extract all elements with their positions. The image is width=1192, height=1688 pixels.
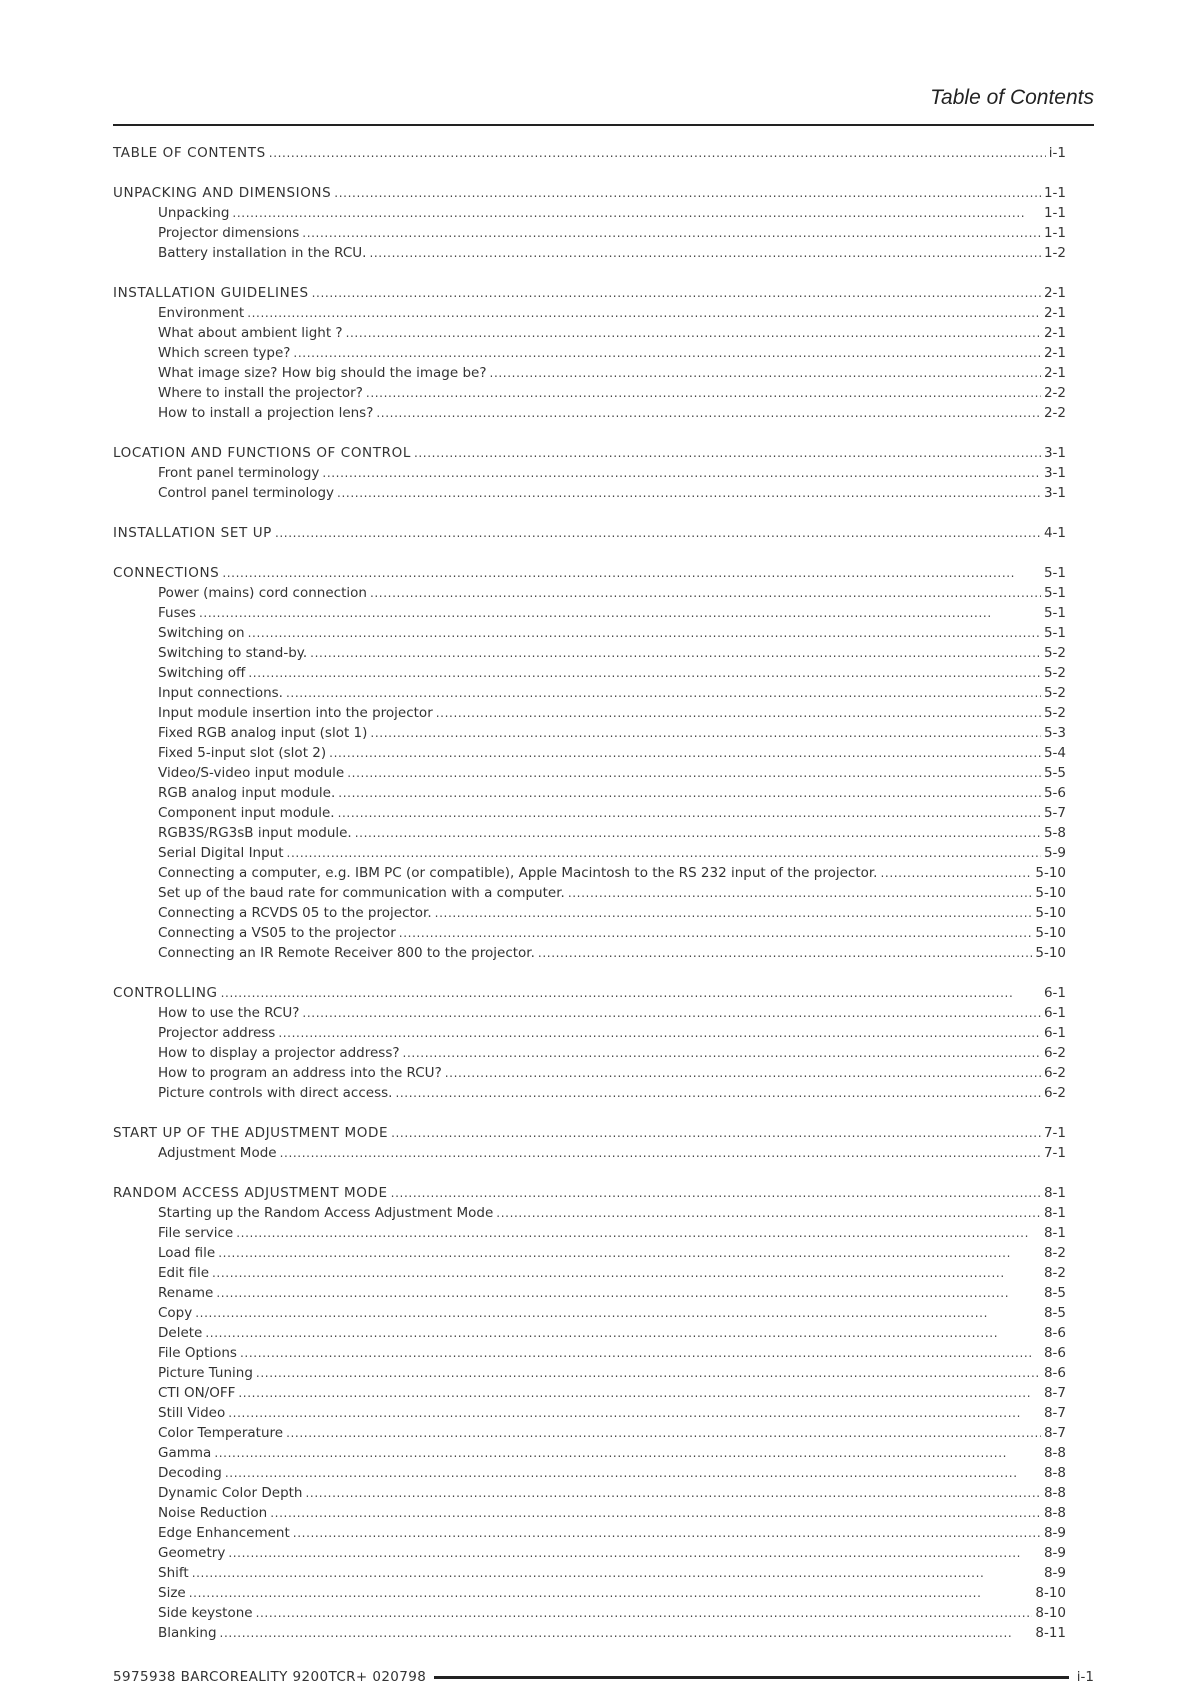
toc-entry-page: 8-9 — [1043, 1545, 1066, 1561]
footer-rule — [434, 1676, 1069, 1679]
toc-entry-page: 2-1 — [1043, 325, 1066, 341]
toc-subsection-entry[interactable] — [113, 1523, 1066, 1543]
toc-entry-title: Switching on — [158, 625, 245, 641]
toc-section-entry[interactable] — [113, 983, 1066, 1003]
toc-dot-leader — [270, 1503, 1041, 1523]
toc-entry-page: 8-5 — [1043, 1305, 1066, 1321]
toc-entry-page: 2-2 — [1043, 385, 1066, 401]
toc-dot-leader — [490, 363, 1041, 383]
toc-subsection-entry[interactable] — [113, 883, 1066, 903]
toc-entry-page: 6-2 — [1043, 1045, 1066, 1061]
toc-dot-leader — [880, 863, 1032, 883]
toc-dot-leader — [248, 663, 1041, 683]
toc-entry-page: 8-5 — [1043, 1285, 1066, 1301]
toc-entry-title: CTI ON/OFF — [158, 1385, 236, 1401]
toc-dot-leader — [538, 943, 1032, 963]
toc-dot-leader — [225, 1463, 1041, 1483]
toc-entry-title: Which screen type? — [158, 345, 291, 361]
toc-entry-page: 6-2 — [1043, 1085, 1066, 1101]
toc-entry-title: Side keystone — [158, 1605, 253, 1621]
toc-dot-leader — [568, 883, 1033, 903]
toc-entry-title: Connecting a RCVDS 05 to the projector. — [158, 905, 432, 921]
toc-subsection-entry[interactable] — [113, 1583, 1066, 1603]
toc-entry-page: 8-6 — [1043, 1365, 1066, 1381]
toc-entry-title: Fixed 5-input slot (slot 2) — [158, 745, 327, 761]
toc-entry-page: 8-1 — [1043, 1225, 1066, 1241]
toc-entry-title: Input connections. — [158, 685, 283, 701]
toc-entry-page: 5-2 — [1043, 685, 1066, 701]
toc-entry-title: LOCATION AND FUNCTIONS OF CONTROL — [113, 445, 411, 461]
toc-subsection-entry[interactable] — [113, 783, 1066, 803]
toc-entry-title: Projector address — [158, 1025, 276, 1041]
toc-entry-page: 8-7 — [1043, 1425, 1066, 1441]
toc-entry-page: 3-1 — [1043, 485, 1066, 501]
toc-entry-page: 5-1 — [1043, 585, 1066, 601]
toc-entry-page: 8-9 — [1043, 1525, 1066, 1541]
toc-dot-leader — [355, 823, 1041, 843]
toc-entry-title: Power (mains) cord connection — [158, 585, 367, 601]
toc-dot-leader — [376, 403, 1041, 423]
toc-entry-title: Connecting a VS05 to the projector — [158, 925, 396, 941]
toc-entry-title: Fuses — [158, 605, 196, 621]
toc-entry-page: 6-2 — [1043, 1065, 1066, 1081]
toc-subsection-entry[interactable] — [113, 1403, 1066, 1423]
toc-entry-page: 2-1 — [1043, 345, 1066, 361]
toc-entry-title: Picture Tuning — [158, 1365, 253, 1381]
toc-dot-leader — [278, 1023, 1041, 1043]
toc-subsection-entry[interactable] — [113, 1003, 1066, 1023]
toc-entry-title: Copy — [158, 1305, 193, 1321]
toc-subsection-entry[interactable] — [113, 363, 1066, 383]
toc-entry-title: Still Video — [158, 1405, 226, 1421]
toc-entry-title: Control panel terminology — [158, 485, 335, 501]
toc-entry-page: 8-1 — [1043, 1185, 1066, 1201]
footer-page-number: i-1 — [1076, 1669, 1094, 1685]
toc-entry-title: Set up of the baud rate for communication with a computer. — [158, 885, 565, 901]
toc-dot-leader — [238, 1383, 1041, 1403]
toc-subsection-entry[interactable] — [113, 1463, 1066, 1483]
toc-dot-leader — [222, 563, 1041, 583]
toc-entry-title: Video/S-video input module — [158, 765, 345, 781]
toc-entry-page: 2-2 — [1043, 405, 1066, 421]
toc-entry-title: Load file — [158, 1245, 216, 1261]
toc-entry-page: 5-2 — [1043, 665, 1066, 681]
toc-entry-page: i-1 — [1048, 145, 1066, 161]
toc-subsection-entry[interactable] — [113, 1223, 1066, 1243]
toc-subsection-entry[interactable] — [113, 1563, 1066, 1583]
toc-entry-title: Input module insertion into the projector — [158, 705, 433, 721]
toc-entry-title: Edge Enhancement — [158, 1525, 290, 1541]
toc-entry-title: Front panel terminology — [158, 465, 320, 481]
toc-dot-leader — [347, 763, 1041, 783]
toc-entry-page: 5-6 — [1043, 785, 1066, 801]
toc-entry-title: UNPACKING AND DIMENSIONS — [113, 185, 332, 201]
toc-subsection-entry[interactable] — [113, 1503, 1066, 1523]
toc-entry-page: 8-7 — [1043, 1385, 1066, 1401]
toc-entry-page: 8-2 — [1043, 1245, 1066, 1261]
toc-subsection-entry[interactable] — [113, 1283, 1066, 1303]
toc-dot-leader — [329, 743, 1041, 763]
toc-entry-page: 5-1 — [1043, 605, 1066, 621]
toc-entry-title: INSTALLATION SET UP — [113, 525, 272, 541]
toc-dot-leader — [293, 1523, 1041, 1543]
toc-entry-page: 7-1 — [1043, 1145, 1066, 1161]
toc-subsection-entry[interactable] — [113, 663, 1066, 683]
toc-entry-page: 5-4 — [1043, 745, 1066, 761]
toc-entry-title: START UP OF THE ADJUSTMENT MODE — [113, 1125, 389, 1141]
toc-entry-page: 5-7 — [1043, 805, 1066, 821]
toc-section-entry[interactable] — [113, 143, 1066, 163]
toc-subsection-entry[interactable] — [113, 923, 1066, 943]
toc-dot-leader — [212, 1263, 1041, 1283]
toc-entry-page: 2-1 — [1043, 305, 1066, 321]
toc-section-entry[interactable] — [113, 283, 1066, 303]
toc-entry-page: 5-10 — [1035, 925, 1066, 941]
toc-entry-title: CONNECTIONS — [113, 565, 220, 581]
toc-subsection-entry[interactable] — [113, 903, 1066, 923]
toc-entry-page: 6-1 — [1043, 1025, 1066, 1041]
toc-dot-leader — [370, 723, 1041, 743]
toc-entry-page: 5-9 — [1043, 845, 1066, 861]
toc-dot-leader — [286, 1423, 1041, 1443]
toc-entry-title: Fixed RGB analog input (slot 1) — [158, 725, 368, 741]
toc-section-entry[interactable] — [113, 183, 1066, 203]
toc-entry-page: 8-1 — [1043, 1205, 1066, 1221]
toc-section-entry[interactable] — [113, 523, 1066, 543]
toc-subsection-entry[interactable] — [113, 743, 1066, 763]
toc-entry-title: Delete — [158, 1325, 203, 1341]
toc-dot-leader — [496, 1203, 1041, 1223]
toc-subsection-entry[interactable] — [113, 1043, 1066, 1063]
toc-subsection-entry[interactable] — [113, 1303, 1066, 1323]
toc-entry-title: Serial Digital Input — [158, 845, 284, 861]
toc-subsection-entry[interactable] — [113, 1203, 1066, 1223]
toc-dot-leader — [248, 623, 1041, 643]
toc-entry-title: Projector dimensions — [158, 225, 300, 241]
table-of-contents — [113, 143, 1066, 1643]
toc-dot-leader — [302, 1003, 1041, 1023]
toc-subsection-entry[interactable] — [113, 483, 1066, 503]
toc-entry-page: 8-10 — [1035, 1585, 1066, 1601]
toc-section-entry[interactable] — [113, 563, 1066, 583]
toc-dot-leader — [293, 343, 1041, 363]
toc-subsection-entry[interactable] — [113, 1243, 1066, 1263]
toc-entry-title: Switching off — [158, 665, 246, 681]
toc-dot-leader — [269, 143, 1046, 163]
toc-entry-title: Switching to stand-by. — [158, 645, 308, 661]
toc-dot-leader — [228, 1543, 1041, 1563]
toc-dot-leader — [445, 1063, 1041, 1083]
toc-subsection-entry[interactable] — [113, 863, 1066, 883]
toc-subsection-entry[interactable] — [113, 223, 1066, 243]
toc-entry-title: Color Temperature — [158, 1425, 284, 1441]
toc-entry-page: 4-1 — [1043, 525, 1066, 541]
toc-entry-page: 2-1 — [1043, 285, 1066, 301]
toc-subsection-entry[interactable] — [113, 1263, 1066, 1283]
toc-entry-page: 1-2 — [1043, 245, 1066, 261]
toc-entry-title: Gamma — [158, 1445, 212, 1461]
toc-entry-page: 6-1 — [1043, 985, 1066, 1001]
toc-subsection-entry[interactable] — [113, 243, 1066, 263]
toc-entry-title: Geometry — [158, 1545, 226, 1561]
toc-dot-leader — [334, 183, 1041, 203]
toc-entry-title: Connecting an IR Remote Receiver 800 to the projector. — [158, 945, 535, 961]
toc-dot-leader — [189, 1583, 1033, 1603]
footer-doc-id: 5975938 BARCOREALITY 9200TCR+ 020798 — [113, 1669, 427, 1685]
toc-entry-title: Picture controls with direct access. — [158, 1085, 393, 1101]
toc-dot-leader — [218, 1243, 1041, 1263]
toc-entry-title: Adjustment Mode — [158, 1145, 277, 1161]
toc-entry-title: What image size? How big should the image be? — [158, 365, 487, 381]
toc-entry-title: TABLE OF CONTENTS — [113, 145, 266, 161]
toc-entry-title: Rename — [158, 1285, 214, 1301]
toc-entry-title: How to use the RCU? — [158, 1005, 300, 1021]
toc-entry-page: 5-8 — [1043, 825, 1066, 841]
toc-dot-leader — [391, 1123, 1041, 1143]
toc-subsection-entry[interactable] — [113, 583, 1066, 603]
toc-subsection-entry[interactable] — [113, 1603, 1066, 1623]
toc-subsection-entry[interactable] — [113, 763, 1066, 783]
toc-entry-title: Blanking — [158, 1625, 217, 1641]
toc-entry-title: Decoding — [158, 1465, 222, 1481]
toc-subsection-entry[interactable] — [113, 723, 1066, 743]
toc-subsection-entry[interactable] — [113, 1383, 1066, 1403]
header-rule — [113, 124, 1094, 126]
toc-subsection-entry[interactable] — [113, 1423, 1066, 1443]
toc-dot-leader — [302, 223, 1041, 243]
toc-entry-page: 8-2 — [1043, 1265, 1066, 1281]
toc-entry-page: 1-1 — [1043, 225, 1066, 241]
toc-dot-leader — [369, 243, 1040, 263]
toc-entry-title: Environment — [158, 305, 245, 321]
toc-dot-leader — [286, 683, 1041, 703]
toc-entry-page: 8-11 — [1035, 1625, 1066, 1641]
toc-dot-leader — [403, 1043, 1041, 1063]
toc-entry-page: 6-1 — [1043, 1005, 1066, 1021]
toc-entry-title: Connecting a computer, e.g. IBM PC (or compatible), Apple Macintosh to the RS 232 input of the projector. — [158, 865, 878, 881]
toc-subsection-entry[interactable] — [113, 1063, 1066, 1083]
toc-section-entry[interactable] — [113, 1183, 1066, 1203]
toc-subsection-entry[interactable] — [113, 703, 1066, 723]
toc-entry-title: How to program an address into the RCU? — [158, 1065, 442, 1081]
toc-entry-title: Unpacking — [158, 205, 230, 221]
toc-entry-title: File service — [158, 1225, 234, 1241]
toc-subsection-entry[interactable] — [113, 303, 1066, 323]
toc-entry-page: 5-10 — [1035, 945, 1066, 961]
toc-dot-leader — [310, 643, 1041, 663]
toc-entry-page: 5-2 — [1043, 705, 1066, 721]
toc-dot-leader — [228, 1403, 1041, 1423]
toc-entry-page: 5-10 — [1035, 865, 1066, 881]
toc-dot-leader — [256, 1603, 1033, 1623]
toc-dot-leader — [221, 983, 1041, 1003]
toc-subsection-entry[interactable] — [113, 823, 1066, 843]
toc-entry-page: 1-1 — [1043, 185, 1066, 201]
toc-subsection-entry[interactable] — [113, 623, 1066, 643]
toc-dot-leader — [280, 1143, 1041, 1163]
toc-subsection-entry[interactable] — [113, 1443, 1066, 1463]
toc-entry-page: 5-10 — [1035, 885, 1066, 901]
toc-dot-leader — [256, 1363, 1041, 1383]
toc-subsection-entry[interactable] — [113, 1323, 1066, 1343]
toc-entry-title: How to display a projector address? — [158, 1045, 400, 1061]
toc-subsection-entry[interactable] — [113, 343, 1066, 363]
toc-entry-title: RGB analog input module. — [158, 785, 336, 801]
toc-dot-leader — [236, 1223, 1041, 1243]
toc-entry-title: RGB3S/RG3sB input module. — [158, 825, 352, 841]
toc-entry-page: 7-1 — [1043, 1125, 1066, 1141]
toc-section-entry[interactable] — [113, 443, 1066, 463]
toc-subsection-entry[interactable] — [113, 1023, 1066, 1043]
toc-dot-leader — [240, 1343, 1041, 1363]
toc-entry-title: Component input module. — [158, 805, 335, 821]
toc-subsection-entry[interactable] — [113, 383, 1066, 403]
toc-dot-leader — [216, 1283, 1041, 1303]
toc-dot-leader — [346, 323, 1041, 343]
toc-entry-page: 5-2 — [1043, 645, 1066, 661]
toc-entry-title: Battery installation in the RCU. — [158, 245, 367, 261]
toc-entry-title: RANDOM ACCESS ADJUSTMENT MODE — [113, 1185, 388, 1201]
toc-subsection-entry[interactable] — [113, 1363, 1066, 1383]
toc-entry-title: Edit file — [158, 1265, 209, 1281]
toc-entry-title: How to install a projection lens? — [158, 405, 374, 421]
toc-dot-leader — [322, 463, 1041, 483]
toc-dot-leader — [414, 443, 1041, 463]
toc-subsection-entry[interactable] — [113, 1543, 1066, 1563]
toc-entry-page: 5-3 — [1043, 725, 1066, 741]
toc-entry-page: 3-1 — [1043, 445, 1066, 461]
toc-dot-leader — [287, 843, 1041, 863]
toc-entry-title: Starting up the Random Access Adjustment Mode — [158, 1205, 494, 1221]
toc-entry-page: 5-1 — [1043, 625, 1066, 641]
toc-subsection-entry[interactable] — [113, 203, 1066, 223]
toc-entry-page: 8-8 — [1043, 1445, 1066, 1461]
toc-entry-title: Where to install the projector? — [158, 385, 363, 401]
page-header-title: Table of Contents — [930, 86, 1094, 109]
toc-dot-leader — [232, 203, 1041, 223]
toc-subsection-entry[interactable] — [113, 943, 1066, 963]
toc-entry-page: 8-10 — [1035, 1605, 1066, 1621]
toc-subsection-entry[interactable] — [113, 1143, 1066, 1163]
toc-dot-leader — [195, 1303, 1041, 1323]
toc-subsection-entry[interactable] — [113, 403, 1066, 423]
toc-entry-page: 5-10 — [1035, 905, 1066, 921]
toc-dot-leader — [338, 783, 1041, 803]
toc-subsection-entry[interactable] — [113, 1623, 1066, 1643]
toc-dot-leader — [275, 523, 1041, 543]
toc-entry-page: 8-9 — [1043, 1565, 1066, 1581]
toc-dot-leader — [220, 1623, 1033, 1643]
toc-entry-title: Size — [158, 1585, 186, 1601]
toc-dot-leader — [214, 1443, 1041, 1463]
toc-dot-leader — [391, 1183, 1041, 1203]
toc-subsection-entry[interactable] — [113, 1343, 1066, 1363]
toc-dot-leader — [370, 583, 1041, 603]
toc-section-entry[interactable] — [113, 1123, 1066, 1143]
toc-dot-leader — [192, 1563, 1041, 1583]
toc-subsection-entry[interactable] — [113, 803, 1066, 823]
toc-entry-title: File Options — [158, 1345, 237, 1361]
toc-subsection-entry[interactable] — [113, 323, 1066, 343]
toc-entry-page: 1-1 — [1043, 205, 1066, 221]
toc-entry-title: CONTROLLING — [113, 985, 218, 1001]
toc-entry-title: INSTALLATION GUIDELINES — [113, 285, 309, 301]
toc-entry-page: 8-7 — [1043, 1405, 1066, 1421]
toc-entry-title: Shift — [158, 1565, 189, 1581]
toc-entry-page: 2-1 — [1043, 365, 1066, 381]
toc-subsection-entry[interactable] — [113, 643, 1066, 663]
toc-entry-page: 8-6 — [1043, 1325, 1066, 1341]
toc-dot-leader — [205, 1323, 1041, 1343]
toc-dot-leader — [337, 483, 1041, 503]
toc-dot-leader — [247, 303, 1041, 323]
toc-entry-page: 3-1 — [1043, 465, 1066, 481]
toc-dot-leader — [399, 923, 1033, 943]
toc-subsection-entry[interactable] — [113, 1483, 1066, 1503]
toc-dot-leader — [199, 603, 1041, 623]
toc-subsection-entry[interactable] — [113, 843, 1066, 863]
toc-entry-page: 8-8 — [1043, 1505, 1066, 1521]
toc-dot-leader — [436, 703, 1041, 723]
toc-entry-page: 8-6 — [1043, 1345, 1066, 1361]
toc-entry-title: Dynamic Color Depth — [158, 1485, 303, 1501]
toc-subsection-entry[interactable] — [113, 1083, 1066, 1103]
toc-dot-leader — [306, 1483, 1041, 1503]
toc-dot-leader — [395, 1083, 1041, 1103]
toc-entry-page: 5-1 — [1043, 565, 1066, 581]
toc-entry-title: What about ambient light ? — [158, 325, 343, 341]
toc-entry-title: Noise Reduction — [158, 1505, 268, 1521]
toc-subsection-entry[interactable] — [113, 603, 1066, 623]
toc-dot-leader — [338, 803, 1041, 823]
toc-dot-leader — [366, 383, 1041, 403]
toc-entry-page: 8-8 — [1043, 1465, 1066, 1481]
toc-dot-leader — [312, 283, 1041, 303]
toc-subsection-entry[interactable] — [113, 683, 1066, 703]
toc-subsection-entry[interactable] — [113, 463, 1066, 483]
toc-entry-page: 5-5 — [1043, 765, 1066, 781]
toc-dot-leader — [435, 903, 1033, 923]
toc-entry-page: 8-8 — [1043, 1485, 1066, 1501]
